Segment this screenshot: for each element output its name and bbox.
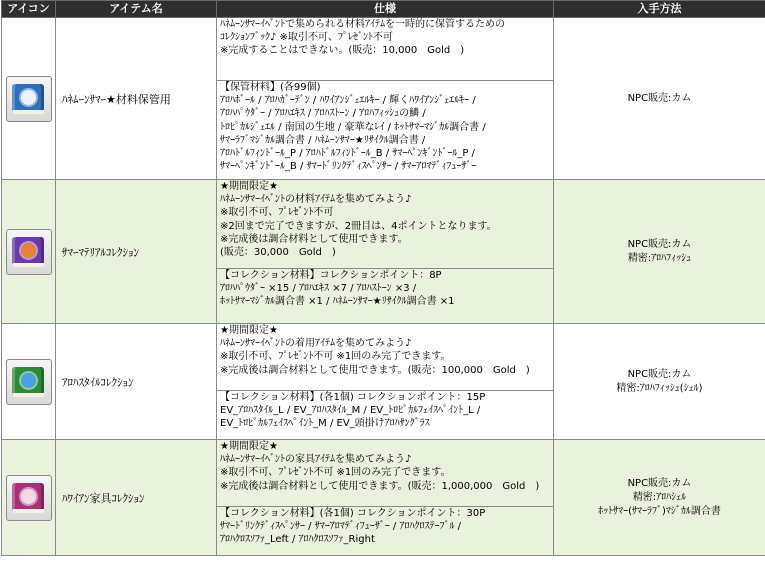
spec-line: (販売：30,000 Gold ) <box>220 247 336 259</box>
icon-cell <box>2 180 56 324</box>
spec-line: ｱﾛﾊﾎﾞｰﾙ / ｱﾛﾊｶﾞｰﾃﾞﾝ / ﾊﾜｲｱﾝｼﾞｪｴﾙｷｰ / 輝くﾊﾜｲｱﾝｼﾞｪｴﾙｷｰ / <box>220 95 476 107</box>
spec-materials <box>217 391 554 440</box>
collection-book-icon <box>6 475 52 521</box>
spec-description <box>217 18 554 81</box>
spec-description <box>217 324 554 391</box>
spec-line: ﾎｯﾄｻﾏｰﾏｼﾞｶﾙ調合書 ×1 / ﾊﾈﾑｰﾝｻﾏｰ★ﾘｻｲｸﾙ調合書 ×1 <box>220 296 455 308</box>
header-icon: アイコン <box>2 1 56 18</box>
item-name: ｻﾏｰﾏﾃﾘｱﾙｺﾚｸｼｮﾝ <box>56 180 217 324</box>
spec-line: ※取引不可、ﾌﾟﾚｾﾞﾝﾄ不可 ※1回のみ完了できます。 <box>220 351 451 363</box>
header-item-name: アイテム名 <box>56 1 217 18</box>
spec-line: ※2回まで完了できますが、2冊目は、4ポイントとなります。 <box>220 220 497 232</box>
item-name: ﾊﾜｲｱﾝ家具ｺﾚｸｼｮﾝ <box>56 440 217 556</box>
acquisition-method <box>554 18 765 180</box>
spec-line: ※取引不可、ﾌﾟﾚｾﾞﾝﾄ不可 ※1回のみ完了できます。 <box>220 467 451 479</box>
method-line: 精密:ｱﾛﾊﾌｨｯｼｭ(ｼｪﾙ) <box>616 382 703 394</box>
spec-line: ｺﾚｸｼｮﾝﾌﾞｯｸ♪ ※取引不可、ﾌﾟﾚｾﾞﾝﾄ不可 <box>220 32 393 44</box>
header-method: 入手方法 <box>554 1 765 18</box>
icon-cell <box>2 18 56 180</box>
table-row <box>2 440 765 507</box>
acquisition-method <box>554 324 765 440</box>
spec-line: ★期間限定★ <box>220 325 278 336</box>
spec-line: 【コレクション材料】コレクションポイント：8P <box>220 270 442 281</box>
icon-cell <box>2 440 56 556</box>
spec-description <box>217 440 554 507</box>
acquisition-method <box>554 440 765 556</box>
spec-line: 【コレクション材料】(各1個) コレクションポイント：15P <box>220 392 486 403</box>
acquisition-method <box>554 180 765 324</box>
header-row <box>2 1 765 18</box>
storage-book-icon <box>6 76 52 122</box>
spec-line: ★期間限定★ <box>220 441 278 452</box>
header-spec: 仕様 <box>217 1 554 18</box>
spec-line: ﾊﾈﾑｰﾝｻﾏｰｲﾍﾞﾝﾄで集められる材料ｱｲﾃﾑを一時的に保管するための <box>220 19 505 30</box>
item-name: ﾊﾈﾑｰﾝｻﾏｰ★材料保管用 <box>56 18 217 180</box>
spec-line: EV_ｱﾛﾊｽﾀｲﾙ_L / EV_ｱﾛﾊｽﾀｲﾙ_M / EV_ﾄﾛﾋﾟｶﾙﾌｪｲｽﾍﾟｲﾝﾄ_L / <box>220 405 481 417</box>
spec-line: ｻﾏｰﾍﾟﾝｷﾞﾝﾄﾞｰﾙ_B / ｻﾏｰﾄﾞﾘﾝｸﾃﾞｨｽﾍﾟﾝｻｰ / ｻﾏｰｱﾛﾏﾃﾞｨﾌｭｰｻﾞｰ <box>220 161 477 173</box>
spec-line: ｻﾏｰﾄﾞﾘﾝｸﾃﾞｨｽﾍﾟﾝｻｰ / ｻﾏｰｱﾛﾏﾃﾞｨﾌｭｰｻﾞｰ / ｱﾛﾊｸﾛｽﾃｰﾌﾞﾙ / <box>220 521 462 533</box>
collection-book-icon <box>6 359 52 405</box>
spec-description <box>217 180 554 269</box>
collection-book-icon <box>6 229 52 275</box>
spec-line: 【コレクション材料】(各1個) コレクションポイント：30P <box>220 508 486 519</box>
spec-line: ﾊﾈﾑｰﾝｻﾏｰｲﾍﾞﾝﾄの家具ｱｲﾃﾑを集めてみよう♪ <box>220 454 412 466</box>
spec-materials <box>217 269 554 324</box>
spec-line: ｱﾛﾊﾊﾟｳﾀﾞｰ ×15 / ｱﾛﾊｴｷｽ ×7 / ｱﾛﾊｽﾄｰﾝ ×3 / <box>220 283 417 295</box>
icon-cell <box>2 324 56 440</box>
spec-line: ※完成後は調合材料として使用できます。 <box>220 233 408 245</box>
spec-line: 【保管材料】(各99個) <box>220 82 321 93</box>
method-line: NPC販売:カム <box>627 368 692 380</box>
item-table <box>1 0 765 556</box>
item-name: ｱﾛﾊｽﾀｲﾙｺﾚｸｼｮﾝ <box>56 324 217 440</box>
method-line: NPC販売:カム <box>627 92 692 104</box>
spec-line: ※完成後は調合材料として使用できます。(販売：1,000,000 Gold ) <box>220 480 540 492</box>
spec-line: ﾊﾈﾑｰﾝｻﾏｰｲﾍﾞﾝﾄの着用ｱｲﾃﾑを集めてみよう♪ <box>220 338 412 350</box>
spec-line: ﾊﾈﾑｰﾝｻﾏｰｲﾍﾞﾝﾄの材料ｱｲﾃﾑを集めてみよう♪ <box>220 194 412 206</box>
spec-materials <box>217 507 554 556</box>
method-line: 精密:ｱﾛﾊﾌｨｯｼｭ <box>627 252 692 264</box>
method-line: ﾎｯﾄｻﾏｰ(ｻﾏｰﾗﾌﾞ)ﾏｼﾞｶﾙ調合書 <box>598 505 721 517</box>
table-row <box>2 180 765 269</box>
method-line: 精密:ｱﾛﾊｼｪﾙ <box>632 491 687 503</box>
method-line: NPC販売:カム <box>627 238 692 250</box>
spec-line: ※完成することはできない。(販売：10,000 Gold ) <box>220 45 465 57</box>
spec-line: ｱﾛﾊﾄﾞﾙﾌｨﾝﾄﾞｰﾙ_P / ｱﾛﾊﾄﾞﾙﾌｨﾝﾄﾞｰﾙ_B / ｻﾏｰﾍﾟﾝｷﾞﾝﾄﾞｰﾙ_P / <box>220 148 475 160</box>
spec-line: ｱﾛﾊｸﾛｽｿﾌｧ_Left / ｱﾛﾊｸﾛｽｿﾌｧ_Right <box>220 534 375 546</box>
table-row <box>2 18 765 81</box>
spec-line: ﾄﾛﾋﾟｶﾙｼﾞｪｴﾙ / 南国の生地 / 豪華なﾚｲ / ﾎｯﾄｻﾏｰﾏｼﾞｶﾙ調合書 / <box>220 121 486 133</box>
spec-line: EV_ﾄﾛﾋﾟｶﾙﾌｪｲｽﾍﾟｲﾝﾄ_M / EV_頭掛けｱﾛﾊｻﾝｸﾞﾗｽ <box>220 418 430 430</box>
table-row <box>2 324 765 391</box>
spec-line: ｱﾛﾊﾊﾟｳﾀﾞｰ / ｱﾛﾊｴｷｽ / ｱﾛﾊｽﾄｰﾝ / ｱﾛﾊﾌｨｯｼｭの鱗 / <box>220 108 426 120</box>
spec-line: ★期間限定★ <box>220 181 278 192</box>
spec-line: ｻﾏｰﾗﾌﾞﾏｼﾞｶﾙ調合書 / ﾊﾈﾑｰﾝｻﾏｰ★ﾘｻｲｸﾙ調合書 / <box>220 134 426 146</box>
method-line: NPC販売:カム <box>627 477 692 489</box>
spec-materials <box>217 81 554 180</box>
spec-line: ※取引不可、ﾌﾟﾚｾﾞﾝﾄ不可 <box>220 207 334 219</box>
spec-line: ※完成後は調合材料として使用できます。(販売：100,000 Gold ) <box>220 364 530 376</box>
